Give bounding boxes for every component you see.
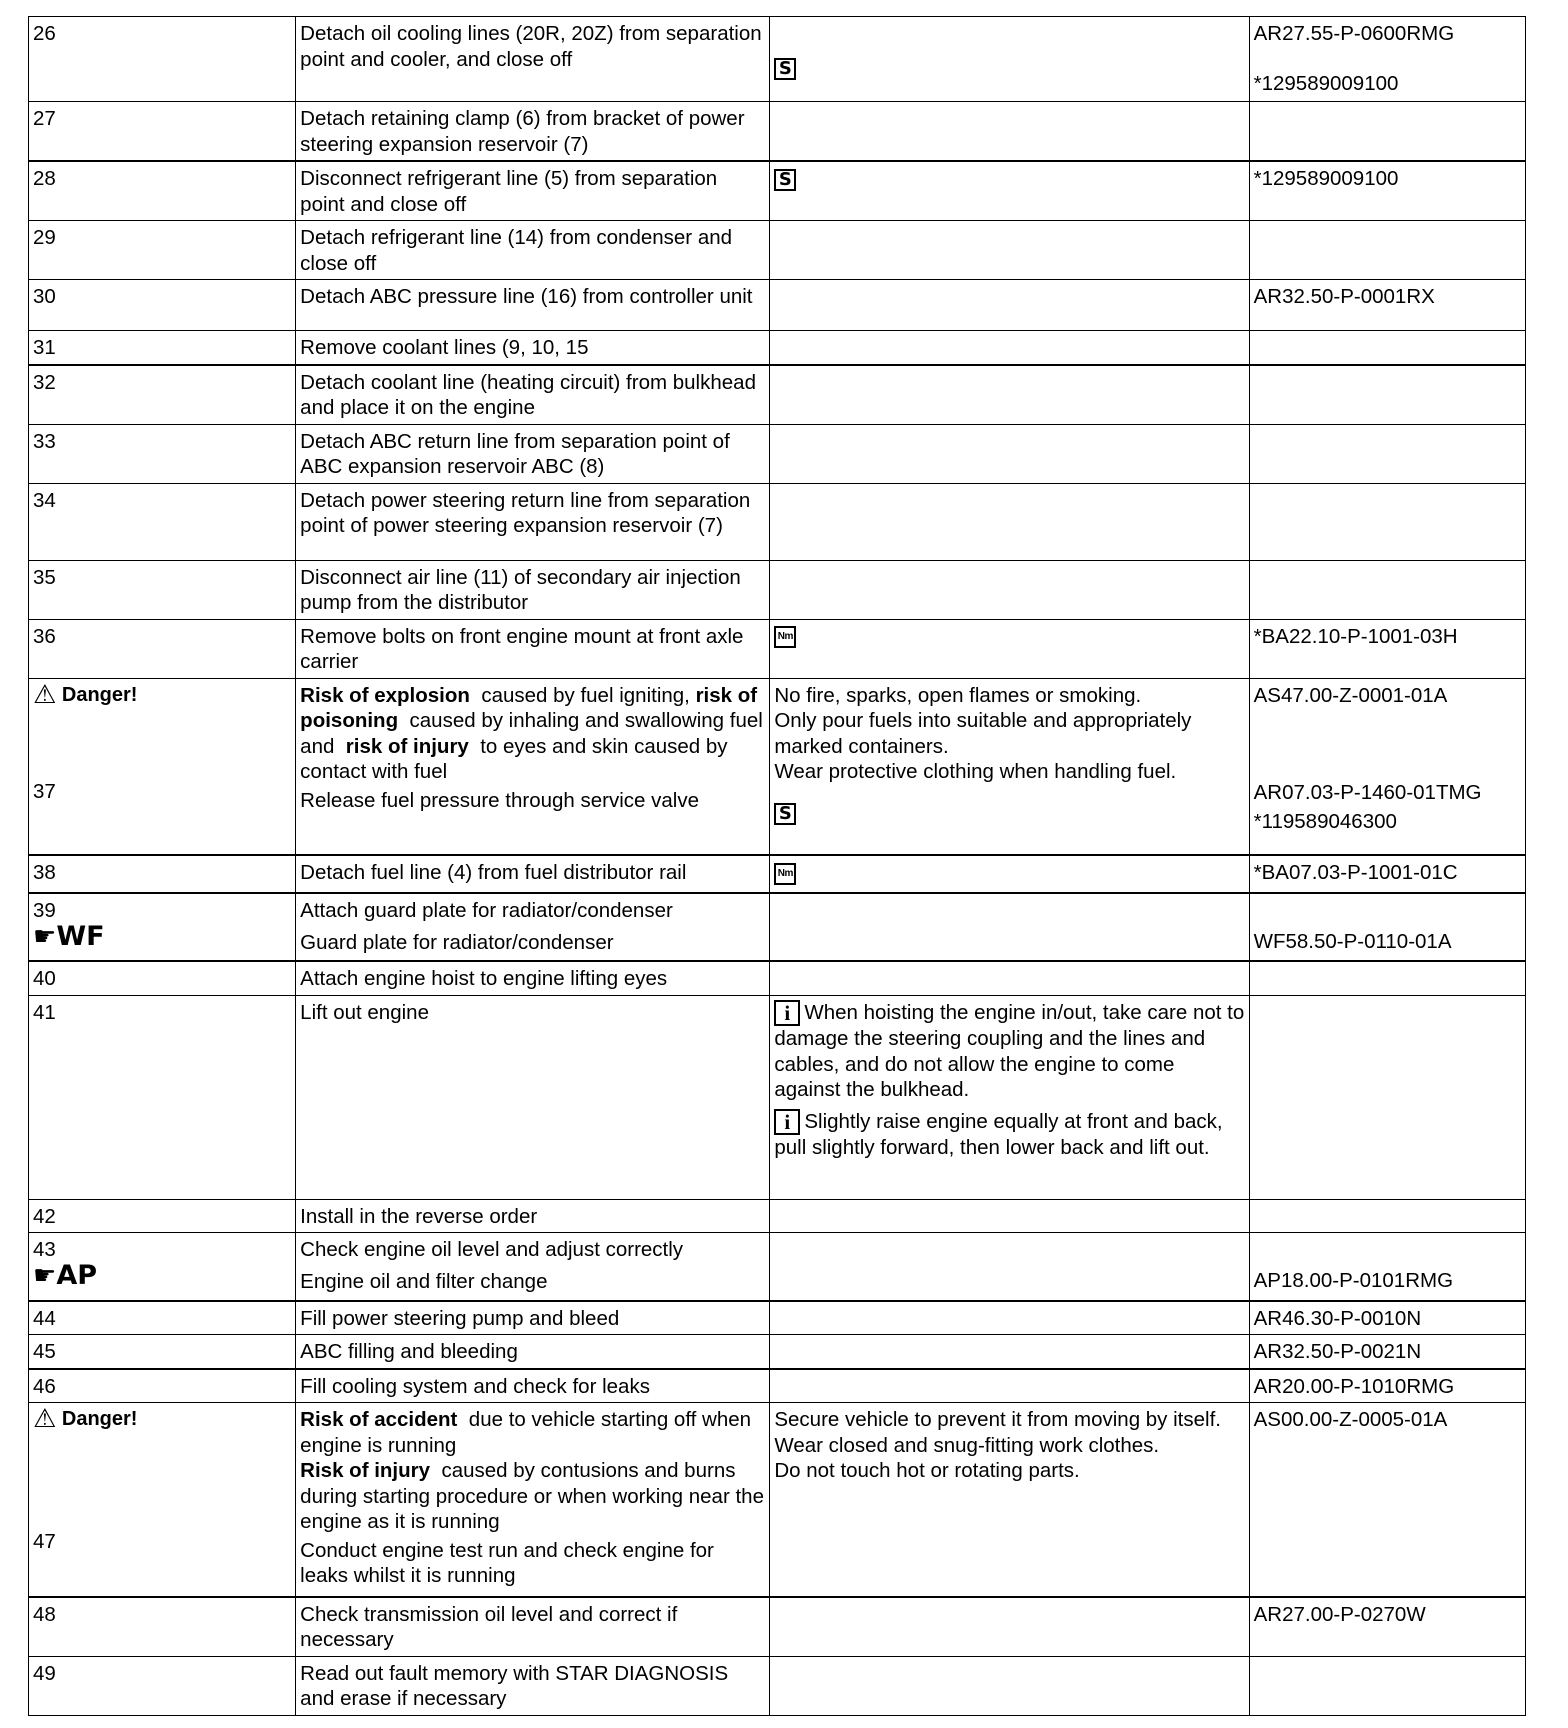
danger-label: ⚠ Danger! [33,1404,138,1434]
step-description-text: Conduct engine test run and check engine for leaks whilst it is running [300,1538,714,1587]
referenced-document-title: Guard plate for radiator/condenser [300,930,614,954]
step-notes [770,17,1249,102]
step-notes [770,1301,1249,1335]
step-notes [770,102,1249,162]
step-description: Install in the reverse order [296,1199,770,1233]
table-row [29,678,1526,855]
step-number: 31 [29,331,296,365]
step-number: 42 [29,1199,296,1233]
table-row [29,1369,1526,1403]
step-notes [770,1656,1249,1715]
table-row [29,102,1526,162]
danger-risk-text: Risk of injury caused by contusions and burns during starting procedure or when working near the engine as it is running [300,1459,764,1533]
step-description: Attach engine hoist to engine lifting eyes [296,961,770,995]
step-notes [770,1199,1249,1233]
warning-triangle-icon: ⚠ [33,679,57,710]
step-number: 39 [33,899,56,922]
step-reference: *129589009100 [1249,161,1525,221]
pointing-hand-icon: ☛ [33,1260,57,1291]
table-row [29,1199,1526,1233]
danger-reference[interactable]: AS47.00-Z-0001-01A [1253,683,1448,707]
step-reference [1249,678,1525,855]
step-reference [1249,560,1525,619]
step-description [296,1403,770,1597]
table-row [29,331,1526,365]
step-reference [1249,961,1525,995]
step-notes [770,365,1249,425]
step-notes [770,280,1249,331]
step-number: 37 [33,780,56,803]
step-notes [770,424,1249,483]
step-notes [770,855,1249,893]
step-number: 49 [29,1656,296,1715]
reference-link[interactable]: WF58.50-P-0110-01A [1253,930,1452,953]
safety-note: Only pour fuels into suitable and appropriately marked containers. [774,709,1192,758]
step-description: Detach refrigerant line (14) from condenser and close off [296,221,770,280]
table-row [29,1301,1526,1335]
step-reference [1249,893,1525,961]
info-note: i Slightly raise engine equally at front and back, pull slightly forward, then lower back and lift out. [774,1109,1223,1160]
step-description: Read out fault memory with STAR DIAGNOSIS and erase if necessary [296,1656,770,1715]
step-reference [1249,221,1525,280]
info-note: i When hoisting the engine in/out, take care not to damage the steering coupling and the lines and cables, and do not allow the engine to come against the bulkhead. [774,1000,1245,1102]
torque-nm-icon: Nm [774,863,796,885]
step-number: 40 [29,961,296,995]
step-reference [1249,17,1525,102]
step-notes [770,961,1249,995]
step-number: 32 [29,365,296,425]
step-reference: AR27.00-P-0270W [1249,1597,1525,1657]
step-description: Detach fuel line (4) from fuel distributor rail [296,855,770,893]
step-notes [770,1233,1249,1301]
step-notes [770,1597,1249,1657]
step-number: 44 [29,1301,296,1335]
step-reference [1249,1199,1525,1233]
safety-note: Wear protective clothing when handling fuel. [774,760,1177,783]
step-description: Detach ABC pressure line (16) from controller unit [296,280,770,331]
step-notes [770,483,1249,560]
step-description: Check engine oil level and adjust correctly Engine oil and filter change [296,1233,770,1301]
info-icon: i [774,1000,800,1026]
table-row [29,365,1526,425]
danger-label: ⚠ Danger! [33,679,138,710]
step-notes [770,560,1249,619]
step-number: 48 [29,1597,296,1657]
step-reference [1249,1656,1525,1715]
table-row [29,1656,1526,1715]
info-icon: i [774,1109,800,1135]
step-number-cell [29,1233,296,1301]
step-description: Fill power steering pump and bleed [296,1301,770,1335]
step-description: Remove bolts on front engine mount at front axle carrier [296,619,770,678]
special-tool-icon: S [774,803,796,825]
step-description: Attach guard plate for radiator/condenser Guard plate for radiator/condenser [296,893,770,961]
step-number: 33 [29,424,296,483]
referenced-document-title: Engine oil and filter change [300,1269,548,1293]
step-reference[interactable]: AR32.50-P-0001RX [1249,280,1525,331]
safety-note: No fire, sparks, open flames or smoking. [774,683,1142,707]
step-reference: *BA07.03-P-1001-01C [1249,855,1525,893]
safety-note: Secure vehicle to prevent it from moving by itself. [774,1408,1221,1431]
table-row [29,17,1526,102]
special-tool-icon: S [774,169,796,191]
step-reference: AR32.50-P-0021N [1249,1335,1525,1369]
step-number: 47 [33,1529,56,1553]
warning-triangle-icon: ⚠ [33,1404,57,1434]
step-description: Check transmission oil level and correct if necessary [296,1597,770,1657]
danger-step-cell [29,678,296,855]
table-row [29,1403,1526,1597]
step-reference [1249,331,1525,365]
step-notes [770,221,1249,280]
special-tool-icon: S [774,58,796,80]
danger-risk-text: Risk of accident due to vehicle starting off when engine is running [300,1408,752,1457]
step-notes [770,893,1249,961]
table-row [29,161,1526,221]
step-reference: *BA22.10-P-1001-03H [1249,619,1525,678]
step-notes [770,331,1249,365]
step-notes [770,619,1249,678]
step-number: 29 [29,221,296,280]
step-description: Detach power steering return line from separation point of power steering expansion reservoir (7) [296,483,770,560]
step-notes [770,1403,1249,1597]
table-row [29,961,1526,995]
reference-link[interactable]: AP18.00-P-0101RMG [1253,1269,1454,1292]
step-reference [1249,1403,1525,1597]
step-number: 43 [33,1238,56,1261]
step-number: 35 [29,560,296,619]
table-row [29,855,1526,893]
table-row [29,424,1526,483]
step-notes [770,161,1249,221]
step-number: 27 [29,102,296,162]
reference-link[interactable]: AR27.55-P-0600RMG [1253,22,1455,45]
step-number-cell [29,893,296,961]
step-number: 26 [29,17,296,102]
step-description: Detach retaining clamp (6) from bracket of power steering expansion reservoir (7) [296,102,770,162]
table-row [29,280,1526,331]
step-number: 34 [29,483,296,560]
step-number: 45 [29,1335,296,1369]
tool-number: *129589009100 [1253,71,1399,95]
table-row [29,1597,1526,1657]
table-row [29,483,1526,560]
danger-step-cell [29,1403,296,1597]
table-row [29,995,1526,1199]
step-reference [1249,995,1525,1199]
step-reference [1249,483,1525,560]
step-description: Detach oil cooling lines (20R, 20Z) from separation point and cooler, and close off [296,17,770,102]
step-reference [1249,365,1525,425]
step-description: Disconnect refrigerant line (5) from separation point and close off [296,161,770,221]
repair-procedure-table-page [28,16,1526,1716]
danger-reference[interactable]: AS00.00-Z-0005-01A [1253,1408,1448,1431]
step-description: ABC filling and bleeding [296,1335,770,1369]
step-number: 30 [29,280,296,331]
table-row [29,221,1526,280]
step-description: Disconnect air line (11) of secondary air injection pump from the distributor [296,560,770,619]
pointing-hand-icon: ☛ [33,921,57,952]
step-reference [1249,424,1525,483]
step-number: 38 [29,855,296,893]
step-description: Detach coolant line (heating circuit) from bulkhead and place it on the engine [296,365,770,425]
step-notes [770,1369,1249,1403]
table-row [29,1335,1526,1369]
tool-number: *119589046300 [1253,809,1397,833]
procedure-table [28,16,1526,1716]
assembly-procedure-reference: ☛AP [33,1259,97,1291]
step-notes [770,678,1249,855]
step-description: Fill cooling system and check for leaks [296,1369,770,1403]
step-number: 46 [29,1369,296,1403]
reference-link[interactable]: AR07.03-P-1460-01TMG [1253,781,1482,804]
step-description [296,678,770,855]
step-number: 28 [29,161,296,221]
torque-nm-icon: Nm [774,626,796,648]
step-reference [1249,1233,1525,1301]
step-number: 41 [29,995,296,1199]
step-reference: AR46.30-P-0010N [1249,1301,1525,1335]
step-number: 36 [29,619,296,678]
step-notes [770,995,1249,1199]
step-description: Detach ABC return line from separation point of ABC expansion reservoir ABC (8) [296,424,770,483]
safety-note: Do not touch hot or rotating parts. [774,1459,1080,1482]
step-description: Remove coolant lines (9, 10, 15 [296,331,770,365]
workshop-info-reference: ☛WF [33,920,105,952]
step-notes [770,1335,1249,1369]
step-description-text: Release fuel pressure through service valve [300,788,699,812]
table-row [29,893,1526,961]
step-reference [1249,102,1525,162]
table-row [29,1233,1526,1301]
step-description: Lift out engine [296,995,770,1199]
table-row [29,560,1526,619]
danger-risk-text: Risk of explosion caused by fuel igniting, risk of poisoning caused by inhaling and swallowing fuel and risk of injury to eyes and skin caused by contact with fuel [300,683,763,783]
step-reference: AR20.00-P-1010RMG [1249,1369,1525,1403]
table-row [29,619,1526,678]
safety-note: Wear closed and snug-fitting work clothes. [774,1433,1160,1457]
